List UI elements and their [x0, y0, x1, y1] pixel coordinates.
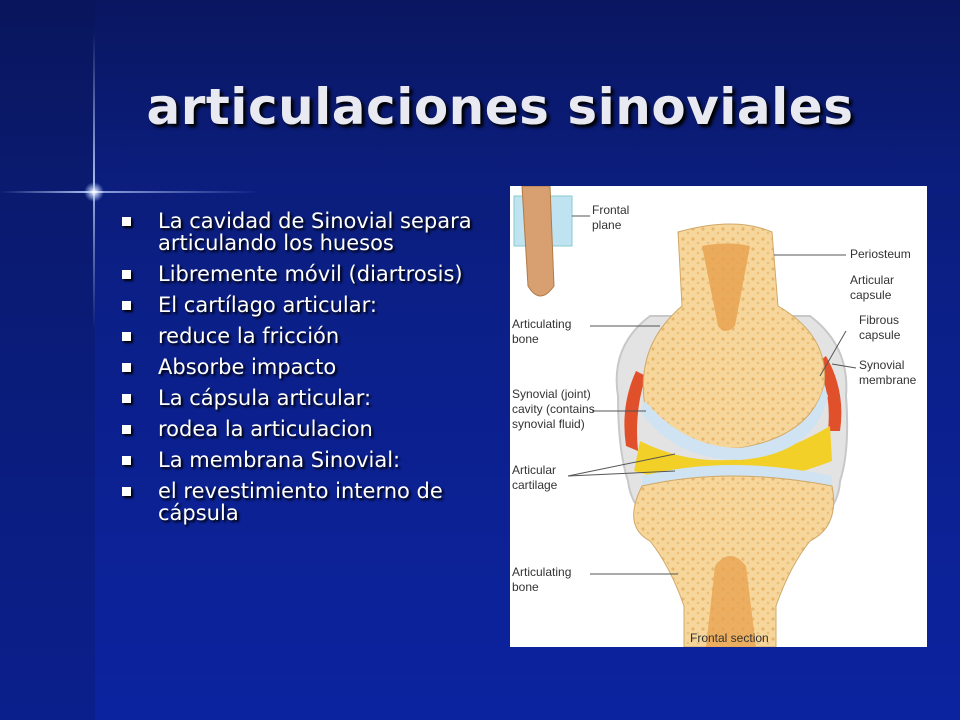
- square-bullet-icon: [122, 270, 131, 279]
- bullet-item: [120, 418, 490, 440]
- square-bullet-icon: [122, 217, 131, 226]
- bullet-text: La cavidad de Sinovial separa articulando los huesos: [158, 209, 472, 255]
- bullet-text: reduce la fricción: [158, 324, 340, 348]
- bullet-item: [120, 210, 490, 254]
- joint-diagram: [510, 186, 927, 647]
- bullet-text: Absorbe impacto: [158, 355, 337, 379]
- label-fibrous-capsule-2: capsule: [859, 328, 901, 342]
- bullet-text: rodea la articulacion: [158, 417, 373, 441]
- label-articular-capsule-2: capsule: [850, 288, 892, 302]
- bullet-text: Libremente móvil (diartrosis): [158, 262, 463, 286]
- square-bullet-icon: [122, 394, 131, 403]
- label-synovial-membrane-2: membrane: [859, 373, 917, 387]
- bullet-list: [120, 210, 490, 533]
- square-bullet-icon: [122, 487, 131, 496]
- label-frontal-plane-2: plane: [592, 218, 622, 232]
- square-bullet-icon: [122, 363, 131, 372]
- label-synovial-cavity-3: synovial fluid): [512, 417, 585, 431]
- slide-title: articulaciones sinoviales: [146, 78, 854, 136]
- bullet-text: La membrana Sinovial:: [158, 448, 401, 472]
- label-articular-cartilage-2: cartilage: [512, 478, 558, 492]
- bullet-text: El cartílago articular:: [158, 293, 377, 317]
- label-articulating-bone-top-2: bone: [512, 332, 539, 346]
- finger-icon: [514, 186, 572, 296]
- label-fibrous-capsule: Fibrous: [859, 313, 900, 327]
- bullet-item: [120, 480, 490, 524]
- label-synovial-membrane: Synovial: [859, 358, 905, 372]
- light-flare-vertical: [93, 30, 95, 330]
- label-articular-cartilage: Articular: [512, 463, 557, 477]
- light-flare-center: [84, 182, 104, 202]
- bullet-item: [120, 263, 490, 285]
- square-bullet-icon: [122, 301, 131, 310]
- square-bullet-icon: [122, 332, 131, 341]
- bullet-item: [120, 325, 490, 347]
- label-frontal-plane: Frontal: [592, 203, 630, 217]
- label-periosteum: Periosteum: [850, 247, 911, 261]
- bullet-item: [120, 387, 490, 409]
- label-articulating-bone-top: Articulating: [512, 317, 572, 331]
- square-bullet-icon: [122, 425, 131, 434]
- bullet-item: [120, 356, 490, 378]
- synovial-joint-illustration: [510, 186, 927, 647]
- label-synovial-cavity-2: cavity (contains: [512, 402, 595, 416]
- label-articulating-bone-bottom: Articulating: [512, 565, 572, 579]
- label-articular-capsule: Articular: [850, 273, 895, 287]
- bullet-text: el revestimiento interno de cápsula: [158, 479, 443, 525]
- light-flare-horizontal: [0, 191, 260, 193]
- label-frontal-section: Frontal section: [690, 631, 769, 645]
- label-synovial-cavity: Synovial (joint): [512, 387, 591, 401]
- bullet-item: [120, 294, 490, 316]
- bullet-item: [120, 449, 490, 471]
- square-bullet-icon: [122, 456, 131, 465]
- label-articulating-bone-bottom-2: bone: [512, 580, 539, 594]
- bullet-text: La cápsula articular:: [158, 386, 372, 410]
